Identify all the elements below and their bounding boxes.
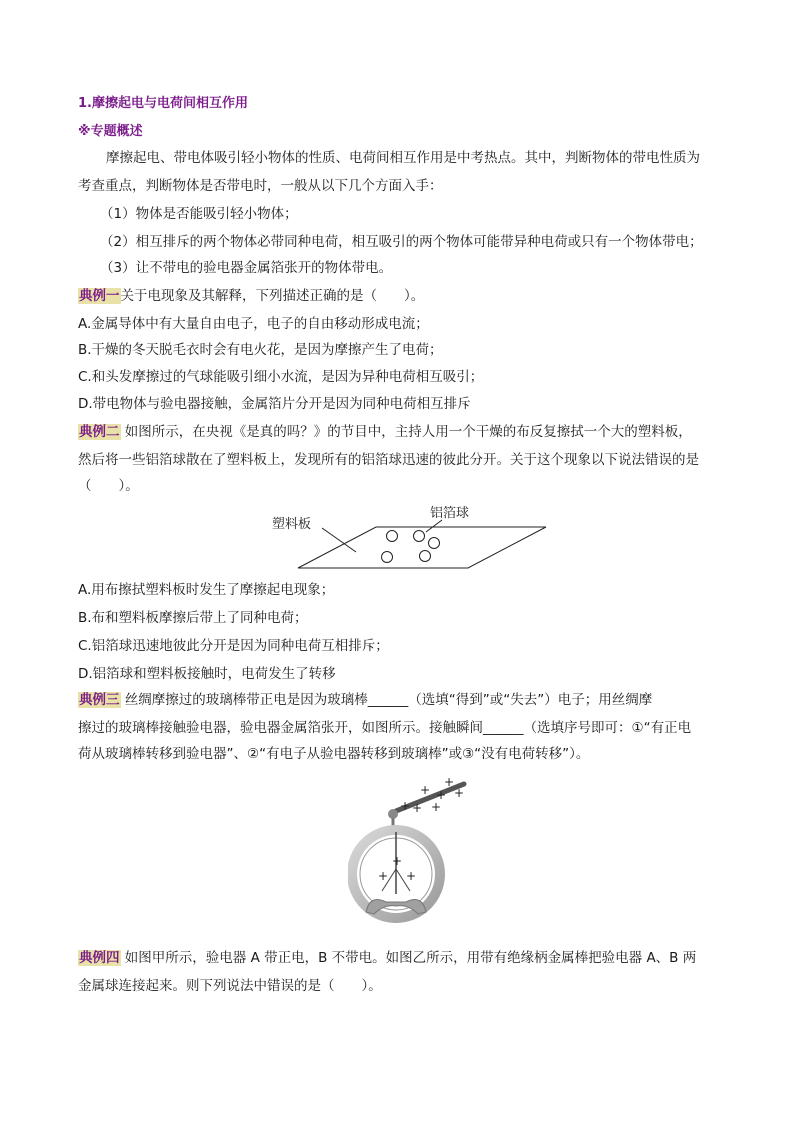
- section-title: 1.摩擦起电与电荷间相互作用: [78, 96, 248, 111]
- overview-line-2: 考查重点，判断物体是否带电时，一般从以下几个方面入手：: [78, 178, 443, 194]
- ball-label-leader: [426, 520, 442, 532]
- electroscope-figure: [348, 774, 478, 924]
- plus-8: +: [392, 854, 403, 868]
- overview-line-1: 摩擦起电、带电体吸引轻小物体的性质、电荷间相互作用是中考热点。其中，判断物体的带电性质为: [106, 150, 700, 166]
- example4-tag: 典例四: [79, 950, 120, 966]
- plus-7: +: [431, 800, 442, 814]
- overview-label: ※专题概述: [78, 124, 143, 139]
- plus-9: +: [378, 869, 389, 883]
- foil-ball-3: [429, 538, 440, 549]
- plastic-plate-figure: [268, 500, 558, 575]
- example1-option-d: D.带电物体与验电器接触，金属箔片分开是因为同种电荷相互排斥: [78, 396, 471, 412]
- example2-question-line-1: [78, 422, 692, 442]
- electroscope-ball: [388, 809, 398, 819]
- plus-5: +: [400, 799, 411, 813]
- example1-option-a: A.金属导体中有大量自由电子，电子的自由移动形成电流；: [78, 316, 429, 332]
- plus-1: +: [444, 775, 455, 789]
- point-2: （2）相互排斥的两个物体必带同种电荷，相互吸引的两个物体可能带异种电荷或只有一个物体带电；: [100, 234, 703, 250]
- example2-question-line-2: 然后将一些铝箔球散在了塑料板上，发现所有的铝箔球迅速的彼此分开。关于这个现象以下说法错误的是: [78, 452, 699, 468]
- plus-3: +: [436, 788, 447, 802]
- plate-label: 塑料板: [272, 517, 312, 532]
- example2-option-d: D.铝箔球和塑料板接触时，电荷发生了转移: [78, 666, 336, 682]
- example3-question-line-1: [78, 690, 652, 710]
- example2-text-1: 如图所示，在央视《是真的吗？》的节目中，主持人用一个干燥的布反复擦拭一个大的塑料板，: [120, 424, 692, 440]
- example4-question-line-1: [78, 948, 696, 968]
- plus-2: +: [420, 783, 431, 797]
- plus-6: +: [412, 801, 423, 815]
- foil-ball-5: [420, 551, 431, 562]
- example1-option-b: B.干燥的冬天脱毛衣时会有电火花，是因为摩擦产生了电荷；: [78, 342, 443, 358]
- foil-ball-1: [387, 531, 398, 542]
- example3-question-line-3: 荷从玻璃棒转移到验电器”、②“有电子从验电器转移到玻璃棒”或③“没有电荷转移”）。: [78, 746, 590, 762]
- point-3: （3）让不带电的验电器金属箔张开的物体带电。: [100, 260, 393, 276]
- example2-option-b: B.布和塑料板摩擦后带上了同种电荷；: [78, 610, 308, 626]
- ball-label: 铝箔球: [430, 506, 470, 521]
- example1-option-c: C.和头发摩擦过的气球能吸引细小水流，是因为异种电荷相互吸引；: [78, 369, 484, 385]
- example4-text-1: 如图甲所示，验电器 A 带正电，B 不带电。如图乙所示，用带有绝缘柄金属棒把验电器 A、B 两: [120, 950, 697, 966]
- example3-question-line-2: 擦过的玻璃棒接触验电器，验电器金属箔张开，如图所示。接触瞬间______（选填序号即可：①“有正电: [78, 720, 692, 736]
- foil-ball-2: [414, 531, 425, 542]
- example2-tag: 典例二: [79, 424, 120, 440]
- example2-option-a: A.用布擦拭塑料板时发生了摩擦起电现象；: [78, 582, 335, 598]
- example4-question-line-2: 金属球连接起来。则下列说法中错误的是（ ）。: [78, 978, 382, 994]
- example1-question: [78, 286, 424, 306]
- example3-text-1: 丝绸摩擦过的玻璃棒带正电是因为玻璃棒______（选填“得到”或“失去”）电子；用丝绸摩: [120, 692, 653, 708]
- point-1: （1）物体是否能吸引轻小物体；: [100, 206, 298, 222]
- example2-question-line-3: （ ）。: [78, 478, 139, 494]
- plus-4: +: [454, 786, 465, 800]
- example3-tag: 典例三: [79, 692, 120, 708]
- example1-tag: 典例一: [79, 288, 120, 304]
- plus-10: +: [406, 869, 417, 883]
- example2-option-c: C.铝箔球迅速地彼此分开是因为同种电荷互相排斥；: [78, 638, 389, 654]
- foil-ball-4: [382, 552, 393, 563]
- example1-text: 关于电现象及其解释，下列描述正确的是（ ）。: [120, 288, 425, 304]
